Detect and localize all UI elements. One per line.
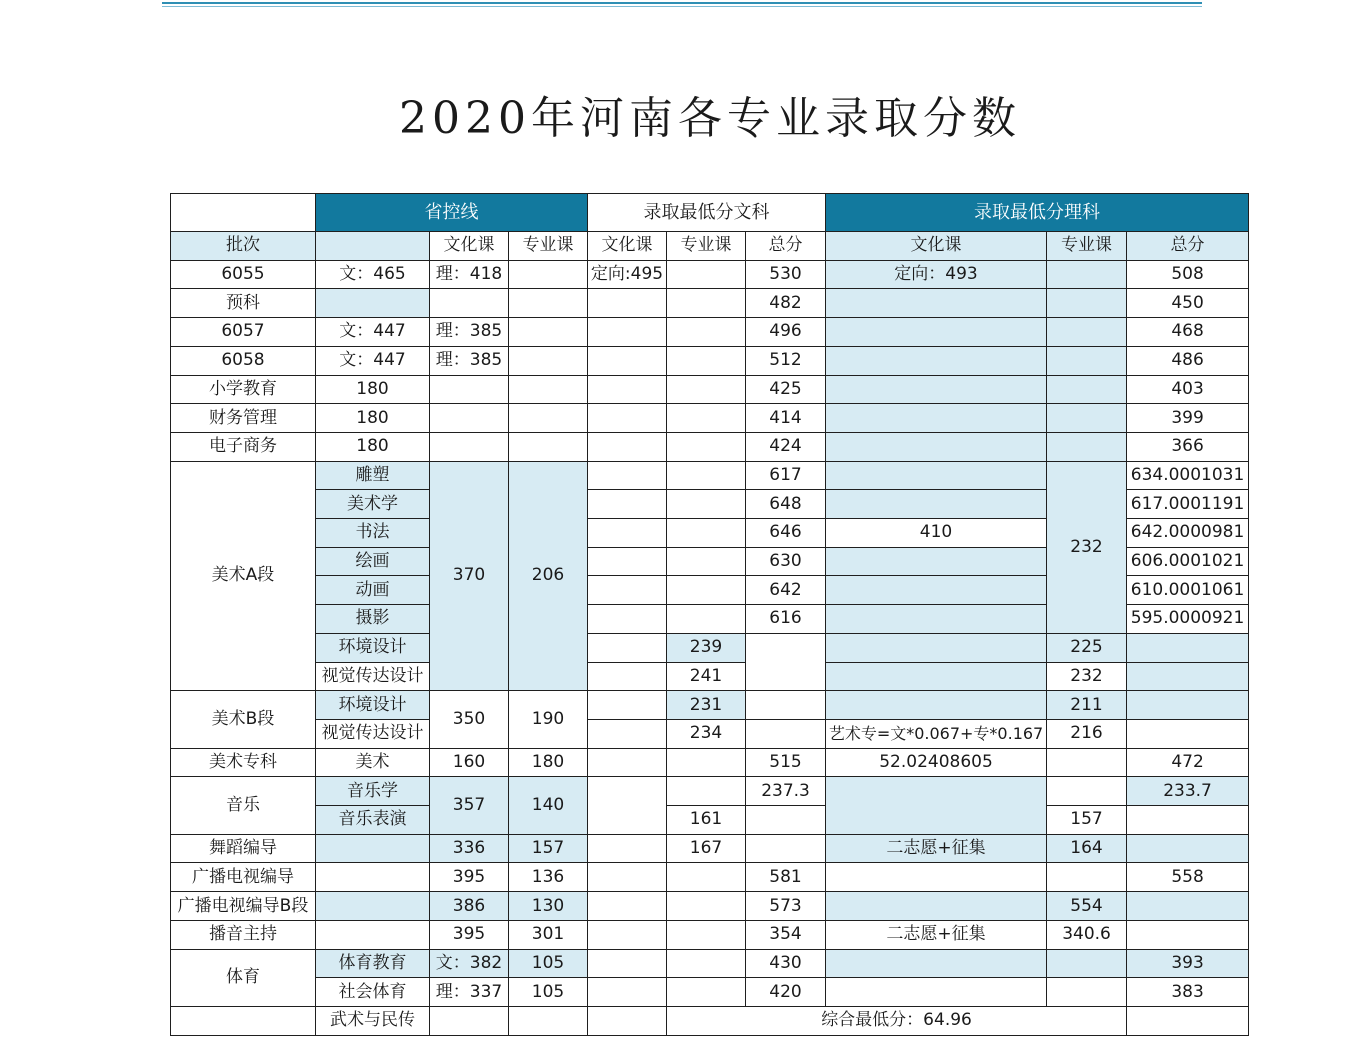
arts-major: 231 <box>667 691 746 720</box>
arts-total: 496 <box>746 318 826 347</box>
arts-total: 515 <box>746 748 826 777</box>
sci-total: 558 <box>1127 863 1249 892</box>
prov-major: 190 <box>509 691 588 748</box>
prov-line-science: 理：418 <box>430 260 509 289</box>
row-name: 广播电视编导 <box>171 863 316 892</box>
header-rule-thin <box>162 6 1202 7</box>
group-name: 音乐 <box>171 777 316 834</box>
sub-name: 环境设计 <box>316 633 430 662</box>
arts-total: 237.3 <box>746 777 826 806</box>
header-blank <box>171 194 316 232</box>
table-row <box>171 633 1249 662</box>
row-name: 预科 <box>171 289 316 318</box>
prov-major: 301 <box>509 920 588 949</box>
sci-formula-note: 艺术专=文*0.067+专*0.167 <box>826 719 1047 748</box>
header-lowest-science: 录取最低分理科 <box>826 194 1249 232</box>
sci-total: 472 <box>1127 748 1249 777</box>
table-row <box>171 892 1249 921</box>
sci-culture: 二志愿+征集 <box>826 920 1047 949</box>
prov-culture: 160 <box>430 748 509 777</box>
arts-total: 414 <box>746 404 826 433</box>
table-row <box>171 289 1249 318</box>
table-row <box>171 662 1249 691</box>
table-row <box>171 920 1249 949</box>
table-row <box>171 346 1249 375</box>
row-name: 美术专科 <box>171 748 316 777</box>
header-prov-culture: 文化课 <box>430 232 509 261</box>
sci-culture: 二志愿+征集 <box>826 834 1047 863</box>
prov-culture: 395 <box>430 863 509 892</box>
arts-total: 424 <box>746 432 826 461</box>
row-name: 小学教育 <box>171 375 316 404</box>
prov-culture: 395 <box>430 920 509 949</box>
prov-line: 180 <box>316 375 430 404</box>
arts-total: 573 <box>746 892 826 921</box>
row-name: 6058 <box>171 346 316 375</box>
table-row <box>171 777 1249 806</box>
row-name: 6055 <box>171 260 316 289</box>
header-arts-major: 专业课 <box>667 232 746 261</box>
prov-major: 140 <box>509 777 588 834</box>
prov-major: 105 <box>509 978 588 1007</box>
prov-line: 180 <box>316 432 430 461</box>
arts-total: 512 <box>746 346 826 375</box>
arts-total: 482 <box>746 289 826 318</box>
table-row <box>171 375 1249 404</box>
sub-name: 雕塑 <box>316 461 430 490</box>
table-row <box>171 404 1249 433</box>
arts-total: 430 <box>746 949 826 978</box>
sub-name: 社会体育 <box>316 978 430 1007</box>
sci-total: 486 <box>1127 346 1249 375</box>
prov-culture: 理：337 <box>430 978 509 1007</box>
table-row <box>171 949 1249 978</box>
sci-culture: 410 <box>826 519 1047 548</box>
table-row <box>171 260 1249 289</box>
prov-culture: 370 <box>430 461 509 691</box>
header-arts-total: 总分 <box>746 232 826 261</box>
sub-name: 美术学 <box>316 490 430 519</box>
header-row-columns <box>171 232 1249 261</box>
header-sci-culture: 文化课 <box>826 232 1047 261</box>
row-name: 广播电视编导B段 <box>171 892 316 921</box>
arts-total: 530 <box>746 260 826 289</box>
table-row <box>171 318 1249 347</box>
arts-major: 167 <box>667 834 746 863</box>
sci-culture: 定向：493 <box>826 260 1047 289</box>
sub-name: 音乐表演 <box>316 806 430 835</box>
header-provincial: 省控线 <box>316 194 588 232</box>
prov-line-arts: 文：447 <box>316 318 430 347</box>
prov-culture: 357 <box>430 777 509 834</box>
sci-major: 211 <box>1047 691 1127 720</box>
prov-major: 157 <box>509 834 588 863</box>
sci-total: 610.0001061 <box>1127 576 1249 605</box>
header-rule <box>162 2 1202 4</box>
sci-total: 468 <box>1127 318 1249 347</box>
arts-major: 234 <box>667 719 746 748</box>
row-name: 6057 <box>171 318 316 347</box>
sci-culture: 52.02408605 <box>826 748 1047 777</box>
table-row <box>171 806 1249 835</box>
table-row <box>171 432 1249 461</box>
arts-total: 616 <box>746 605 826 634</box>
arts-total: 354 <box>746 920 826 949</box>
header-prov-major: 专业课 <box>509 232 588 261</box>
prov-line-science: 理：385 <box>430 346 509 375</box>
group-name: 美术B段 <box>171 691 316 748</box>
sci-total: 508 <box>1127 260 1249 289</box>
sci-total: 595.0000921 <box>1127 605 1249 634</box>
arts-culture: 定向:495 <box>588 260 667 289</box>
prov-culture: 350 <box>430 691 509 748</box>
header-lowest-arts: 录取最低分文科 <box>588 194 826 232</box>
table-row <box>171 863 1249 892</box>
arts-total: 646 <box>746 519 826 548</box>
sci-major: 157 <box>1047 806 1127 835</box>
group-name: 美术A段 <box>171 461 316 691</box>
header-row-groups <box>171 194 1249 232</box>
prov-line-science: 理：385 <box>430 318 509 347</box>
sci-major: 340.6 <box>1047 920 1127 949</box>
page-title: 2020年河南各专业录取分数 <box>399 93 1021 144</box>
header-sub-blank <box>316 232 430 261</box>
arts-total: 630 <box>746 547 826 576</box>
sub-name: 动画 <box>316 576 430 605</box>
table-row <box>171 691 1249 720</box>
prov-culture: 文：382 <box>430 949 509 978</box>
header-sci-major: 专业课 <box>1047 232 1127 261</box>
sci-major: 216 <box>1047 719 1127 748</box>
sci-total: 366 <box>1127 432 1249 461</box>
row-name: 播音主持 <box>171 920 316 949</box>
sub-name: 视觉传达设计 <box>316 719 430 748</box>
combined-min-score: 综合最低分：64.96 <box>667 1006 1127 1035</box>
arts-total: 420 <box>746 978 826 1007</box>
prov-line-arts: 文：447 <box>316 346 430 375</box>
sci-total: 606.0001021 <box>1127 547 1249 576</box>
sci-major: 164 <box>1047 834 1127 863</box>
table-row <box>171 461 1249 490</box>
arts-major: 241 <box>667 662 746 691</box>
header-batch: 批次 <box>171 232 316 261</box>
prov-major: 136 <box>509 863 588 892</box>
arts-major: 161 <box>667 806 746 835</box>
arts-total: 425 <box>746 375 826 404</box>
sci-total: 233.7 <box>1127 777 1249 806</box>
sci-total: 617.0001191 <box>1127 490 1249 519</box>
sci-total: 634.0001031 <box>1127 461 1249 490</box>
arts-total: 642 <box>746 576 826 605</box>
row-name: 电子商务 <box>171 432 316 461</box>
sci-total: 450 <box>1127 289 1249 318</box>
sci-major: 232 <box>1047 461 1127 633</box>
sub-name: 体育教育 <box>316 949 430 978</box>
header-sci-total: 总分 <box>1127 232 1249 261</box>
sub-name: 视觉传达设计 <box>316 662 430 691</box>
admission-score-table <box>170 193 1249 1036</box>
prov-major: 130 <box>509 892 588 921</box>
sub-name: 美术 <box>316 748 430 777</box>
sub-name: 绘画 <box>316 547 430 576</box>
prov-major: 206 <box>509 461 588 691</box>
row-name: 舞蹈编导 <box>171 834 316 863</box>
sci-total: 642.0000981 <box>1127 519 1249 548</box>
arts-total: 581 <box>746 863 826 892</box>
table-row <box>171 1006 1249 1035</box>
prov-line-arts: 文：465 <box>316 260 430 289</box>
sub-name: 武术与民传 <box>316 1006 430 1035</box>
sci-total: 393 <box>1127 949 1249 978</box>
group-name: 体育 <box>171 949 316 1006</box>
sci-total: 399 <box>1127 404 1249 433</box>
sub-name: 环境设计 <box>316 691 430 720</box>
arts-total: 648 <box>746 490 826 519</box>
prov-major: 180 <box>509 748 588 777</box>
row-name: 财务管理 <box>171 404 316 433</box>
prov-culture: 386 <box>430 892 509 921</box>
prov-culture: 336 <box>430 834 509 863</box>
sub-name: 摄影 <box>316 605 430 634</box>
prov-major: 105 <box>509 949 588 978</box>
sci-total: 403 <box>1127 375 1249 404</box>
table-row <box>171 719 1249 748</box>
sub-name: 音乐学 <box>316 777 430 806</box>
prov-line: 180 <box>316 404 430 433</box>
sci-total: 383 <box>1127 978 1249 1007</box>
sci-major: 232 <box>1047 662 1127 691</box>
table-row <box>171 748 1249 777</box>
arts-total: 617 <box>746 461 826 490</box>
table-row <box>171 978 1249 1007</box>
arts-major: 239 <box>667 633 746 662</box>
sci-major: 225 <box>1047 633 1127 662</box>
sci-major: 554 <box>1047 892 1127 921</box>
header-arts-culture: 文化课 <box>588 232 667 261</box>
sub-name: 书法 <box>316 519 430 548</box>
table-row <box>171 834 1249 863</box>
